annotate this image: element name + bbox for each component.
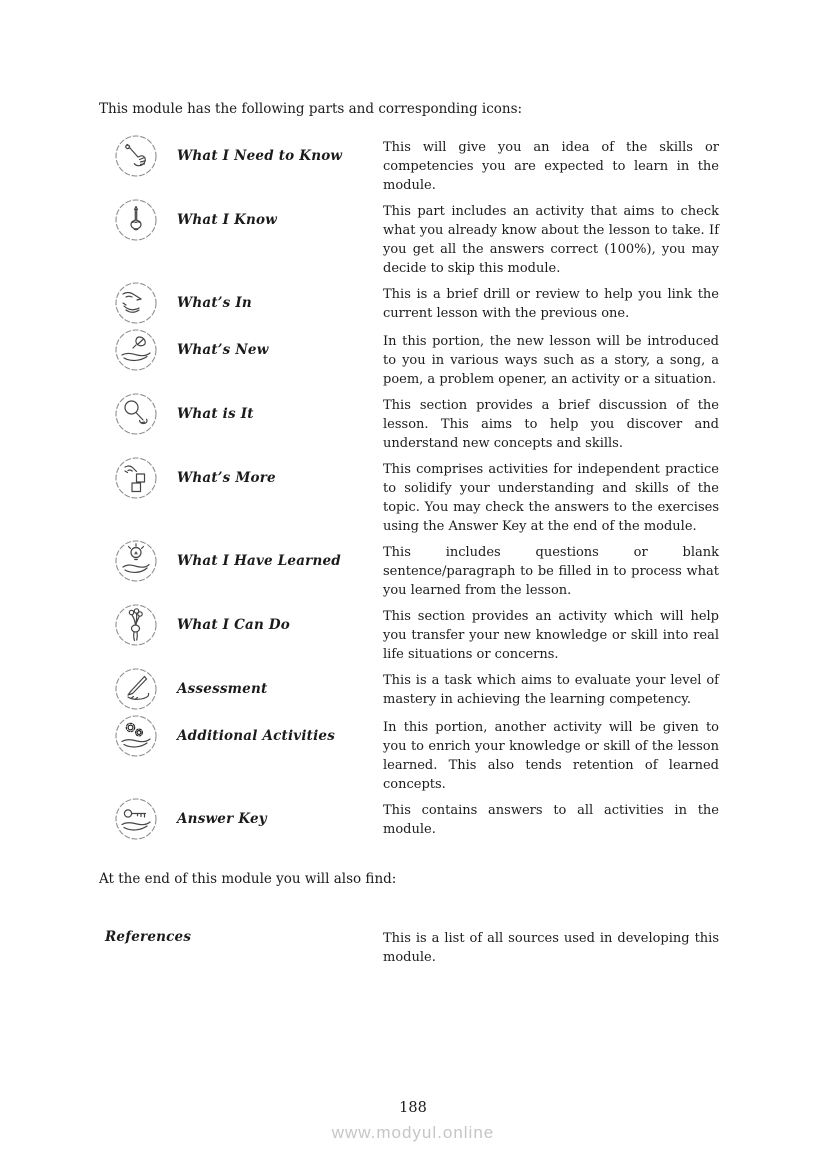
module-part-row bbox=[99, 671, 719, 711]
part-label-text: What’s In bbox=[177, 295, 252, 311]
watermark-text: www.modyul.online bbox=[331, 1123, 495, 1142]
part-description: In this portion, the new lesson will be introduced to you in various ways such as a story, a song, a poem, a problem opener, an activity or a situation. bbox=[383, 334, 719, 387]
part-label bbox=[177, 134, 383, 178]
module-part-row bbox=[99, 138, 719, 195]
module-part-row bbox=[99, 801, 719, 841]
part-description: This comprises activities for independent practice to solidify your understanding and skills of the topic. You may check the answers to the exercises using the Answer Key at the end of the module. bbox=[383, 462, 719, 534]
module-part-row bbox=[99, 332, 719, 389]
part-label bbox=[177, 281, 383, 325]
module-part-row bbox=[99, 285, 719, 325]
part-description: This contains answers to all activities in the module. bbox=[383, 803, 719, 837]
part-label bbox=[177, 539, 383, 583]
module-part-row bbox=[99, 607, 719, 664]
outro-text: At the end of this module you will also find: bbox=[99, 871, 397, 887]
part-label bbox=[177, 392, 383, 436]
module-part-row bbox=[99, 460, 719, 536]
part-icon-cell bbox=[99, 285, 177, 325]
references-label: References bbox=[105, 929, 192, 945]
part-label-text: What I Can Do bbox=[177, 617, 290, 633]
part-description: This will give you an idea of the skills or competencies you are expected to learn in the module. bbox=[383, 140, 719, 193]
part-icon-cell bbox=[99, 801, 177, 841]
part-label bbox=[177, 714, 383, 758]
part-label bbox=[177, 667, 383, 711]
part-label-text: What is It bbox=[177, 406, 254, 422]
part-label bbox=[177, 328, 383, 372]
part-description: This includes questions or blank sentence/paragraph to be filled in to process what you learned from the lesson. bbox=[383, 545, 719, 598]
pencil-in-fist-icon bbox=[114, 198, 158, 242]
part-description: This is a task which aims to evaluate your level of mastery in achieving the learning competency. bbox=[383, 673, 719, 707]
part-label bbox=[177, 797, 383, 841]
hand-stacking-blocks-icon bbox=[114, 456, 158, 500]
part-label-text: What I Know bbox=[177, 212, 278, 228]
part-icon-cell bbox=[99, 671, 177, 711]
part-label-text: Additional Activities bbox=[177, 728, 336, 744]
hand-writing-pen-icon bbox=[114, 667, 158, 711]
part-icon-cell bbox=[99, 332, 177, 389]
part-label-text: Assessment bbox=[177, 681, 268, 697]
module-part-row bbox=[99, 543, 719, 600]
part-label bbox=[177, 603, 383, 647]
part-label-text: Answer Key bbox=[177, 811, 267, 827]
part-label-text: What I Need to Know bbox=[177, 148, 343, 164]
part-icon-cell bbox=[99, 202, 177, 278]
part-description: This part includes an activity that aims to check what you already know about the lesson to take. If you get all the answers correct (100%), you may decide to skip this module. bbox=[383, 204, 719, 276]
part-icon-cell bbox=[99, 138, 177, 195]
part-label-text: What’s New bbox=[177, 342, 269, 358]
part-label-text: What’s More bbox=[177, 470, 276, 486]
part-label-text: What I Have Learned bbox=[177, 553, 341, 569]
parts-list bbox=[99, 138, 719, 841]
part-description: In this portion, another activity will be given to you to enrich your knowledge or skill of the lesson learned. This also tends retention of learned concepts. bbox=[383, 720, 719, 792]
hand-raising-flowers-icon bbox=[114, 603, 158, 647]
part-icon-cell bbox=[99, 718, 177, 794]
gears-on-palm-icon bbox=[114, 714, 158, 758]
magnifying-glass-icon bbox=[114, 392, 158, 436]
page-number: 188 bbox=[399, 1100, 427, 1116]
hand-holding-pen-icon bbox=[114, 134, 158, 178]
lightbulb-on-palm-icon bbox=[114, 539, 158, 583]
part-description: This section provides a brief discussion of the lesson. This aims to help you discover and understand new concepts and skills. bbox=[383, 398, 719, 451]
leaf-on-palm-icon bbox=[114, 328, 158, 372]
part-label bbox=[177, 198, 383, 242]
key-on-palm-icon bbox=[114, 797, 158, 841]
part-description: This is a brief drill or review to help you link the current lesson with the previous one. bbox=[383, 287, 719, 321]
part-icon-cell bbox=[99, 543, 177, 600]
part-icon-cell bbox=[99, 607, 177, 664]
module-part-row bbox=[99, 202, 719, 278]
part-description: This section provides an activity which will help you transfer your new knowledge or skill into real life situations or concerns. bbox=[383, 609, 719, 662]
module-part-row bbox=[99, 718, 719, 794]
part-icon-cell bbox=[99, 460, 177, 536]
module-part-row bbox=[99, 396, 719, 453]
part-label bbox=[177, 456, 383, 500]
references-row bbox=[99, 929, 719, 967]
page-content bbox=[99, 101, 719, 967]
intro-text: This module has the following parts and corresponding icons: bbox=[99, 101, 523, 117]
hands-pointing-icon bbox=[114, 281, 158, 325]
part-icon-cell bbox=[99, 396, 177, 453]
references-description: This is a list of all sources used in developing this module. bbox=[383, 931, 719, 965]
